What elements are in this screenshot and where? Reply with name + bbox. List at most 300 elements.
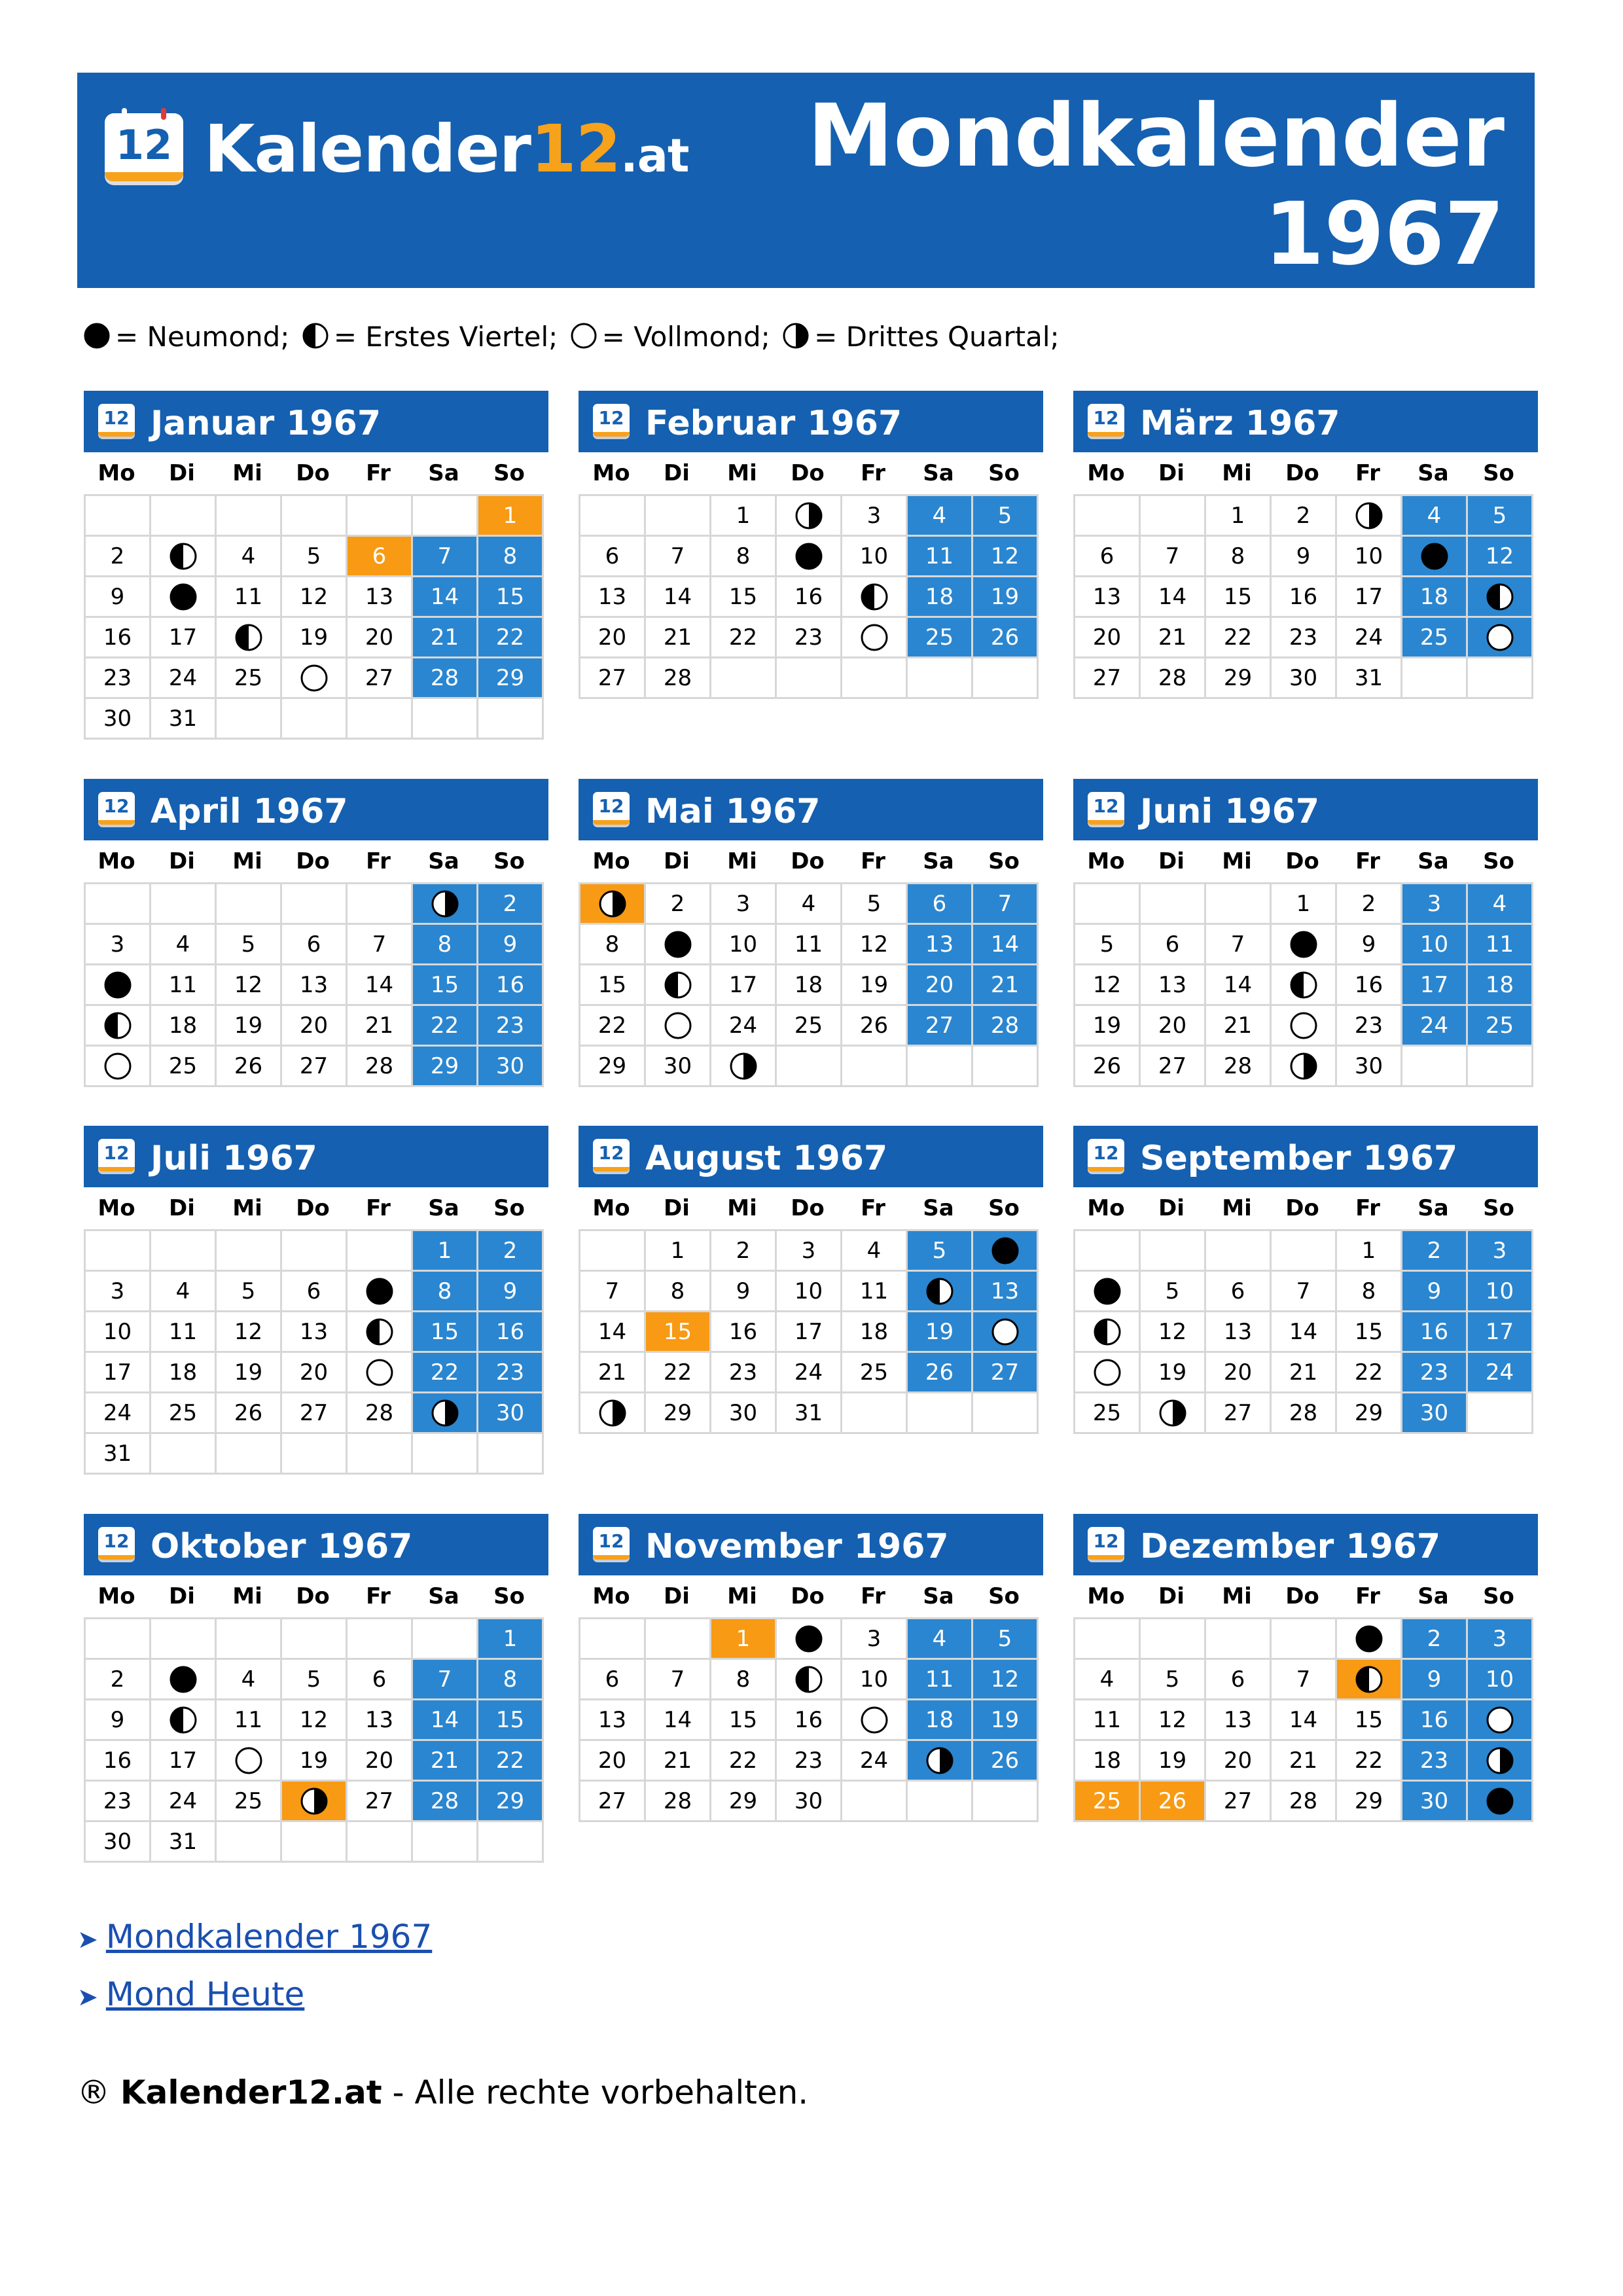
day-cell[interactable]: 15 — [711, 577, 777, 618]
day-cell[interactable]: 8 — [646, 1272, 711, 1312]
day-cell[interactable]: 22 — [646, 1353, 711, 1393]
day-cell[interactable]: 14 — [1272, 1700, 1337, 1741]
day-cell[interactable]: 10 — [1468, 1660, 1533, 1700]
day-cell[interactable]: 23 — [1402, 1741, 1468, 1782]
day-cell[interactable] — [1468, 1700, 1533, 1741]
day-cell[interactable] — [842, 1700, 908, 1741]
day-cell[interactable]: 5 — [1075, 925, 1141, 965]
day-cell[interactable]: 28 — [973, 1006, 1039, 1047]
day-cell[interactable]: 6 — [1206, 1272, 1272, 1312]
day-cell[interactable]: 8 — [1337, 1272, 1402, 1312]
day-cell[interactable]: 21 — [1141, 618, 1206, 658]
day-cell[interactable]: 8 — [1206, 537, 1272, 577]
day-cell[interactable]: 24 — [711, 1006, 777, 1047]
day-cell[interactable]: 27 — [1206, 1782, 1272, 1822]
day-cell[interactable]: 24 — [1468, 1353, 1533, 1393]
day-cell[interactable]: 7 — [1272, 1660, 1337, 1700]
day-cell[interactable]: 30 — [478, 1047, 544, 1087]
day-cell[interactable]: 28 — [1141, 658, 1206, 699]
day-cell[interactable]: 17 — [1402, 965, 1468, 1006]
day-cell[interactable]: 4 — [1468, 884, 1533, 925]
day-cell[interactable]: 25 — [217, 1782, 282, 1822]
day-cell[interactable]: 3 — [777, 1231, 842, 1272]
day-cell[interactable]: 24 — [1337, 618, 1402, 658]
day-cell[interactable]: 23 — [86, 1782, 151, 1822]
day-cell[interactable]: 23 — [1337, 1006, 1402, 1047]
day-cell[interactable]: 7 — [580, 1272, 646, 1312]
day-cell[interactable]: 18 — [842, 1312, 908, 1353]
day-cell[interactable]: 8 — [580, 925, 646, 965]
day-cell[interactable]: 7 — [348, 925, 413, 965]
day-cell[interactable]: 18 — [151, 1353, 217, 1393]
day-cell[interactable]: 9 — [1402, 1272, 1468, 1312]
day-cell[interactable]: 29 — [478, 1782, 544, 1822]
day-cell[interactable]: 3 — [1468, 1231, 1533, 1272]
day-cell[interactable]: 3 — [842, 496, 908, 537]
day-cell[interactable]: 28 — [413, 1782, 478, 1822]
day-cell[interactable]: 12 — [282, 1700, 348, 1741]
day-cell[interactable] — [777, 1660, 842, 1700]
day-cell[interactable]: 22 — [711, 618, 777, 658]
day-cell[interactable]: 7 — [1272, 1272, 1337, 1312]
day-cell[interactable]: 11 — [151, 965, 217, 1006]
day-cell[interactable]: 5 — [282, 537, 348, 577]
day-cell[interactable]: 20 — [580, 618, 646, 658]
day-cell[interactable]: 17 — [86, 1353, 151, 1393]
day-cell[interactable]: 6 — [1141, 925, 1206, 965]
day-cell[interactable]: 19 — [1141, 1741, 1206, 1782]
day-cell[interactable]: 3 — [1468, 1619, 1533, 1660]
day-cell[interactable] — [1272, 1047, 1337, 1087]
day-cell[interactable]: 1 — [413, 1231, 478, 1272]
day-cell[interactable]: 10 — [842, 1660, 908, 1700]
day-cell[interactable]: 26 — [973, 1741, 1039, 1782]
day-cell[interactable]: 15 — [413, 1312, 478, 1353]
day-cell[interactable] — [86, 1006, 151, 1047]
day-cell[interactable]: 17 — [777, 1312, 842, 1353]
day-cell[interactable]: 24 — [842, 1741, 908, 1782]
day-cell[interactable] — [1075, 1312, 1141, 1353]
day-cell[interactable] — [151, 537, 217, 577]
day-cell[interactable]: 11 — [777, 925, 842, 965]
day-cell[interactable]: 21 — [348, 1006, 413, 1047]
day-cell[interactable]: 2 — [1402, 1231, 1468, 1272]
day-cell[interactable]: 12 — [842, 925, 908, 965]
day-cell[interactable]: 4 — [151, 925, 217, 965]
day-cell[interactable]: 16 — [777, 1700, 842, 1741]
day-cell[interactable] — [348, 1312, 413, 1353]
day-cell[interactable]: 21 — [580, 1353, 646, 1393]
day-cell[interactable]: 9 — [1337, 925, 1402, 965]
day-cell[interactable]: 8 — [711, 1660, 777, 1700]
day-cell[interactable]: 12 — [1141, 1700, 1206, 1741]
day-cell[interactable]: 1 — [1272, 884, 1337, 925]
day-cell[interactable]: 18 — [908, 1700, 973, 1741]
day-cell[interactable]: 3 — [842, 1619, 908, 1660]
day-cell[interactable]: 6 — [1075, 537, 1141, 577]
day-cell[interactable] — [1468, 618, 1533, 658]
day-cell[interactable]: 16 — [1402, 1312, 1468, 1353]
day-cell[interactable]: 6 — [580, 1660, 646, 1700]
day-cell[interactable]: 30 — [1402, 1782, 1468, 1822]
day-cell[interactable]: 8 — [413, 1272, 478, 1312]
day-cell[interactable]: 25 — [217, 658, 282, 699]
day-cell[interactable]: 20 — [282, 1006, 348, 1047]
day-cell[interactable]: 23 — [478, 1006, 544, 1047]
day-cell[interactable] — [413, 884, 478, 925]
day-cell[interactable]: 21 — [413, 1741, 478, 1782]
day-cell[interactable]: 17 — [711, 965, 777, 1006]
day-cell[interactable]: 18 — [777, 965, 842, 1006]
day-cell[interactable]: 14 — [413, 1700, 478, 1741]
day-cell[interactable]: 11 — [908, 537, 973, 577]
day-cell[interactable]: 25 — [777, 1006, 842, 1047]
day-cell[interactable]: 13 — [580, 577, 646, 618]
day-cell[interactable] — [842, 618, 908, 658]
day-cell[interactable]: 8 — [478, 537, 544, 577]
day-cell[interactable] — [282, 1782, 348, 1822]
day-cell[interactable]: 19 — [282, 618, 348, 658]
day-cell[interactable]: 1 — [478, 496, 544, 537]
day-cell[interactable]: 13 — [1141, 965, 1206, 1006]
day-cell[interactable]: 19 — [973, 577, 1039, 618]
day-cell[interactable]: 28 — [413, 658, 478, 699]
day-cell[interactable]: 5 — [842, 884, 908, 925]
day-cell[interactable]: 18 — [151, 1006, 217, 1047]
day-cell[interactable] — [1468, 1741, 1533, 1782]
day-cell[interactable] — [646, 925, 711, 965]
day-cell[interactable] — [842, 577, 908, 618]
day-cell[interactable]: 2 — [86, 537, 151, 577]
day-cell[interactable]: 29 — [1206, 658, 1272, 699]
day-cell[interactable]: 15 — [646, 1312, 711, 1353]
day-cell[interactable]: 24 — [777, 1353, 842, 1393]
day-cell[interactable]: 25 — [1468, 1006, 1533, 1047]
day-cell[interactable]: 2 — [646, 884, 711, 925]
day-cell[interactable]: 2 — [1402, 1619, 1468, 1660]
day-cell[interactable]: 17 — [1337, 577, 1402, 618]
day-cell[interactable]: 20 — [1075, 618, 1141, 658]
day-cell[interactable]: 13 — [1206, 1312, 1272, 1353]
day-cell[interactable]: 7 — [413, 537, 478, 577]
day-cell[interactable]: 30 — [777, 1782, 842, 1822]
day-cell[interactable]: 7 — [646, 1660, 711, 1700]
day-cell[interactable]: 20 — [348, 618, 413, 658]
day-cell[interactable]: 23 — [777, 1741, 842, 1782]
day-cell[interactable]: 13 — [973, 1272, 1039, 1312]
day-cell[interactable]: 30 — [1337, 1047, 1402, 1087]
day-cell[interactable]: 21 — [646, 1741, 711, 1782]
day-cell[interactable]: 1 — [711, 496, 777, 537]
day-cell[interactable]: 10 — [711, 925, 777, 965]
day-cell[interactable]: 14 — [1206, 965, 1272, 1006]
day-cell[interactable]: 9 — [478, 925, 544, 965]
day-cell[interactable]: 9 — [86, 1700, 151, 1741]
day-cell[interactable]: 19 — [217, 1006, 282, 1047]
day-cell[interactable]: 21 — [1272, 1741, 1337, 1782]
day-cell[interactable]: 30 — [1402, 1393, 1468, 1434]
day-cell[interactable]: 31 — [151, 1822, 217, 1863]
day-cell[interactable]: 8 — [413, 925, 478, 965]
day-cell[interactable]: 5 — [973, 1619, 1039, 1660]
day-cell[interactable]: 3 — [86, 925, 151, 965]
day-cell[interactable]: 10 — [1402, 925, 1468, 965]
day-cell[interactable] — [1468, 577, 1533, 618]
day-cell[interactable]: 30 — [646, 1047, 711, 1087]
day-cell[interactable]: 30 — [1272, 658, 1337, 699]
day-cell[interactable] — [973, 1312, 1039, 1353]
day-cell[interactable]: 23 — [478, 1353, 544, 1393]
day-cell[interactable]: 28 — [1272, 1782, 1337, 1822]
day-cell[interactable]: 16 — [478, 1312, 544, 1353]
day-cell[interactable]: 26 — [842, 1006, 908, 1047]
day-cell[interactable] — [777, 1619, 842, 1660]
day-cell[interactable]: 29 — [646, 1393, 711, 1434]
day-cell[interactable]: 2 — [478, 884, 544, 925]
day-cell[interactable]: 27 — [580, 1782, 646, 1822]
day-cell[interactable]: 30 — [86, 1822, 151, 1863]
day-cell[interactable]: 29 — [1337, 1782, 1402, 1822]
day-cell[interactable]: 22 — [413, 1353, 478, 1393]
day-cell[interactable] — [217, 1741, 282, 1782]
day-cell[interactable] — [1337, 496, 1402, 537]
day-cell[interactable]: 7 — [1141, 537, 1206, 577]
day-cell[interactable]: 31 — [86, 1434, 151, 1475]
day-cell[interactable]: 23 — [777, 618, 842, 658]
day-cell[interactable]: 16 — [1402, 1700, 1468, 1741]
day-cell[interactable]: 3 — [86, 1272, 151, 1312]
day-cell[interactable]: 12 — [1141, 1312, 1206, 1353]
day-cell[interactable]: 20 — [348, 1741, 413, 1782]
day-cell[interactable]: 28 — [348, 1047, 413, 1087]
day-cell[interactable] — [973, 1231, 1039, 1272]
day-cell[interactable]: 2 — [1272, 496, 1337, 537]
day-cell[interactable]: 10 — [1337, 537, 1402, 577]
day-cell[interactable]: 2 — [478, 1231, 544, 1272]
day-cell[interactable]: 31 — [777, 1393, 842, 1434]
day-cell[interactable] — [1075, 1272, 1141, 1312]
day-cell[interactable]: 5 — [217, 1272, 282, 1312]
day-cell[interactable]: 5 — [1468, 496, 1533, 537]
day-cell[interactable]: 16 — [777, 577, 842, 618]
day-cell[interactable]: 22 — [711, 1741, 777, 1782]
day-cell[interactable]: 31 — [1337, 658, 1402, 699]
link-mondkalender[interactable]: ➤ Mondkalender 1967 — [77, 1918, 433, 1956]
day-cell[interactable]: 4 — [217, 1660, 282, 1700]
day-cell[interactable] — [1337, 1619, 1402, 1660]
day-cell[interactable]: 12 — [973, 1660, 1039, 1700]
day-cell[interactable] — [1272, 925, 1337, 965]
day-cell[interactable]: 29 — [478, 658, 544, 699]
day-cell[interactable]: 27 — [282, 1393, 348, 1434]
day-cell[interactable]: 13 — [908, 925, 973, 965]
day-cell[interactable]: 22 — [580, 1006, 646, 1047]
day-cell[interactable]: 7 — [973, 884, 1039, 925]
day-cell[interactable]: 16 — [86, 1741, 151, 1782]
day-cell[interactable]: 23 — [1402, 1353, 1468, 1393]
day-cell[interactable] — [777, 496, 842, 537]
day-cell[interactable]: 8 — [478, 1660, 544, 1700]
day-cell[interactable]: 31 — [151, 699, 217, 740]
day-cell[interactable] — [151, 1700, 217, 1741]
day-cell[interactable]: 22 — [1337, 1353, 1402, 1393]
day-cell[interactable]: 19 — [1075, 1006, 1141, 1047]
day-cell[interactable]: 27 — [1141, 1047, 1206, 1087]
day-cell[interactable]: 14 — [646, 577, 711, 618]
day-cell[interactable]: 19 — [282, 1741, 348, 1782]
day-cell[interactable]: 18 — [1402, 577, 1468, 618]
day-cell[interactable]: 1 — [1337, 1231, 1402, 1272]
day-cell[interactable]: 23 — [86, 658, 151, 699]
day-cell[interactable]: 28 — [646, 1782, 711, 1822]
day-cell[interactable]: 11 — [217, 577, 282, 618]
day-cell[interactable]: 2 — [1337, 884, 1402, 925]
day-cell[interactable]: 6 — [348, 537, 413, 577]
day-cell[interactable]: 15 — [1337, 1312, 1402, 1353]
day-cell[interactable]: 6 — [580, 537, 646, 577]
day-cell[interactable]: 14 — [1141, 577, 1206, 618]
day-cell[interactable]: 9 — [1402, 1660, 1468, 1700]
day-cell[interactable] — [348, 1353, 413, 1393]
day-cell[interactable]: 27 — [1075, 658, 1141, 699]
day-cell[interactable]: 9 — [711, 1272, 777, 1312]
day-cell[interactable]: 24 — [151, 658, 217, 699]
day-cell[interactable]: 15 — [1337, 1700, 1402, 1741]
day-cell[interactable]: 24 — [1402, 1006, 1468, 1047]
day-cell[interactable]: 16 — [86, 618, 151, 658]
day-cell[interactable]: 20 — [282, 1353, 348, 1393]
day-cell[interactable]: 26 — [217, 1047, 282, 1087]
day-cell[interactable]: 27 — [348, 658, 413, 699]
day-cell[interactable]: 27 — [580, 658, 646, 699]
day-cell[interactable]: 13 — [282, 965, 348, 1006]
day-cell[interactable]: 22 — [1337, 1741, 1402, 1782]
day-cell[interactable]: 8 — [711, 537, 777, 577]
day-cell[interactable] — [580, 884, 646, 925]
day-cell[interactable]: 4 — [777, 884, 842, 925]
day-cell[interactable] — [1141, 1393, 1206, 1434]
day-cell[interactable] — [282, 658, 348, 699]
day-cell[interactable]: 19 — [1141, 1353, 1206, 1393]
day-cell[interactable] — [151, 577, 217, 618]
day-cell[interactable]: 12 — [973, 537, 1039, 577]
day-cell[interactable] — [86, 965, 151, 1006]
day-cell[interactable]: 27 — [973, 1353, 1039, 1393]
day-cell[interactable] — [1272, 965, 1337, 1006]
day-cell[interactable]: 16 — [1337, 965, 1402, 1006]
day-cell[interactable] — [1337, 1660, 1402, 1700]
day-cell[interactable]: 10 — [777, 1272, 842, 1312]
day-cell[interactable]: 26 — [217, 1393, 282, 1434]
day-cell[interactable]: 20 — [580, 1741, 646, 1782]
day-cell[interactable]: 25 — [1402, 618, 1468, 658]
day-cell[interactable]: 14 — [580, 1312, 646, 1353]
day-cell[interactable]: 27 — [282, 1047, 348, 1087]
day-cell[interactable] — [1272, 1006, 1337, 1047]
day-cell[interactable]: 27 — [1206, 1393, 1272, 1434]
day-cell[interactable]: 29 — [580, 1047, 646, 1087]
day-cell[interactable] — [1075, 1353, 1141, 1393]
day-cell[interactable]: 22 — [478, 618, 544, 658]
link-mond-heute[interactable]: ➤ Mond Heute — [77, 1975, 305, 2013]
day-cell[interactable]: 15 — [711, 1700, 777, 1741]
day-cell[interactable]: 1 — [711, 1619, 777, 1660]
day-cell[interactable] — [908, 1741, 973, 1782]
day-cell[interactable]: 17 — [151, 1741, 217, 1782]
day-cell[interactable]: 26 — [973, 618, 1039, 658]
day-cell[interactable]: 11 — [1075, 1700, 1141, 1741]
day-cell[interactable]: 19 — [908, 1312, 973, 1353]
day-cell[interactable]: 26 — [908, 1353, 973, 1393]
day-cell[interactable]: 7 — [413, 1660, 478, 1700]
day-cell[interactable]: 6 — [908, 884, 973, 925]
day-cell[interactable]: 23 — [711, 1353, 777, 1393]
day-cell[interactable]: 20 — [1206, 1741, 1272, 1782]
day-cell[interactable]: 5 — [1141, 1660, 1206, 1700]
day-cell[interactable]: 10 — [1468, 1272, 1533, 1312]
day-cell[interactable] — [151, 1660, 217, 1700]
day-cell[interactable]: 15 — [413, 965, 478, 1006]
day-cell[interactable]: 4 — [1075, 1660, 1141, 1700]
day-cell[interactable]: 6 — [1206, 1660, 1272, 1700]
day-cell[interactable]: 14 — [646, 1700, 711, 1741]
day-cell[interactable]: 17 — [151, 618, 217, 658]
day-cell[interactable]: 4 — [151, 1272, 217, 1312]
day-cell[interactable]: 11 — [217, 1700, 282, 1741]
day-cell[interactable]: 25 — [151, 1047, 217, 1087]
day-cell[interactable]: 6 — [348, 1660, 413, 1700]
day-cell[interactable]: 20 — [908, 965, 973, 1006]
day-cell[interactable]: 20 — [1141, 1006, 1206, 1047]
day-cell[interactable]: 12 — [1468, 537, 1533, 577]
day-cell[interactable]: 7 — [1206, 925, 1272, 965]
day-cell[interactable]: 25 — [151, 1393, 217, 1434]
day-cell[interactable] — [646, 1006, 711, 1047]
day-cell[interactable]: 1 — [1206, 496, 1272, 537]
day-cell[interactable]: 6 — [282, 1272, 348, 1312]
day-cell[interactable]: 30 — [478, 1393, 544, 1434]
day-cell[interactable]: 11 — [842, 1272, 908, 1312]
day-cell[interactable]: 1 — [478, 1619, 544, 1660]
day-cell[interactable]: 9 — [86, 577, 151, 618]
day-cell[interactable]: 25 — [1075, 1782, 1141, 1822]
day-cell[interactable]: 19 — [217, 1353, 282, 1393]
day-cell[interactable]: 25 — [842, 1353, 908, 1393]
day-cell[interactable]: 15 — [580, 965, 646, 1006]
day-cell[interactable]: 12 — [1075, 965, 1141, 1006]
day-cell[interactable]: 25 — [908, 618, 973, 658]
day-cell[interactable]: 24 — [151, 1782, 217, 1822]
day-cell[interactable] — [348, 1272, 413, 1312]
day-cell[interactable] — [1468, 1782, 1533, 1822]
day-cell[interactable]: 12 — [282, 577, 348, 618]
day-cell[interactable] — [777, 537, 842, 577]
day-cell[interactable]: 15 — [478, 1700, 544, 1741]
day-cell[interactable]: 22 — [413, 1006, 478, 1047]
day-cell[interactable]: 2 — [86, 1660, 151, 1700]
day-cell[interactable]: 27 — [348, 1782, 413, 1822]
day-cell[interactable]: 21 — [646, 618, 711, 658]
day-cell[interactable]: 28 — [1272, 1393, 1337, 1434]
day-cell[interactable]: 15 — [478, 577, 544, 618]
day-cell[interactable]: 19 — [842, 965, 908, 1006]
day-cell[interactable]: 18 — [1468, 965, 1533, 1006]
day-cell[interactable]: 4 — [908, 1619, 973, 1660]
day-cell[interactable]: 13 — [348, 1700, 413, 1741]
day-cell[interactable]: 7 — [646, 537, 711, 577]
day-cell[interactable]: 3 — [711, 884, 777, 925]
day-cell[interactable]: 14 — [413, 577, 478, 618]
